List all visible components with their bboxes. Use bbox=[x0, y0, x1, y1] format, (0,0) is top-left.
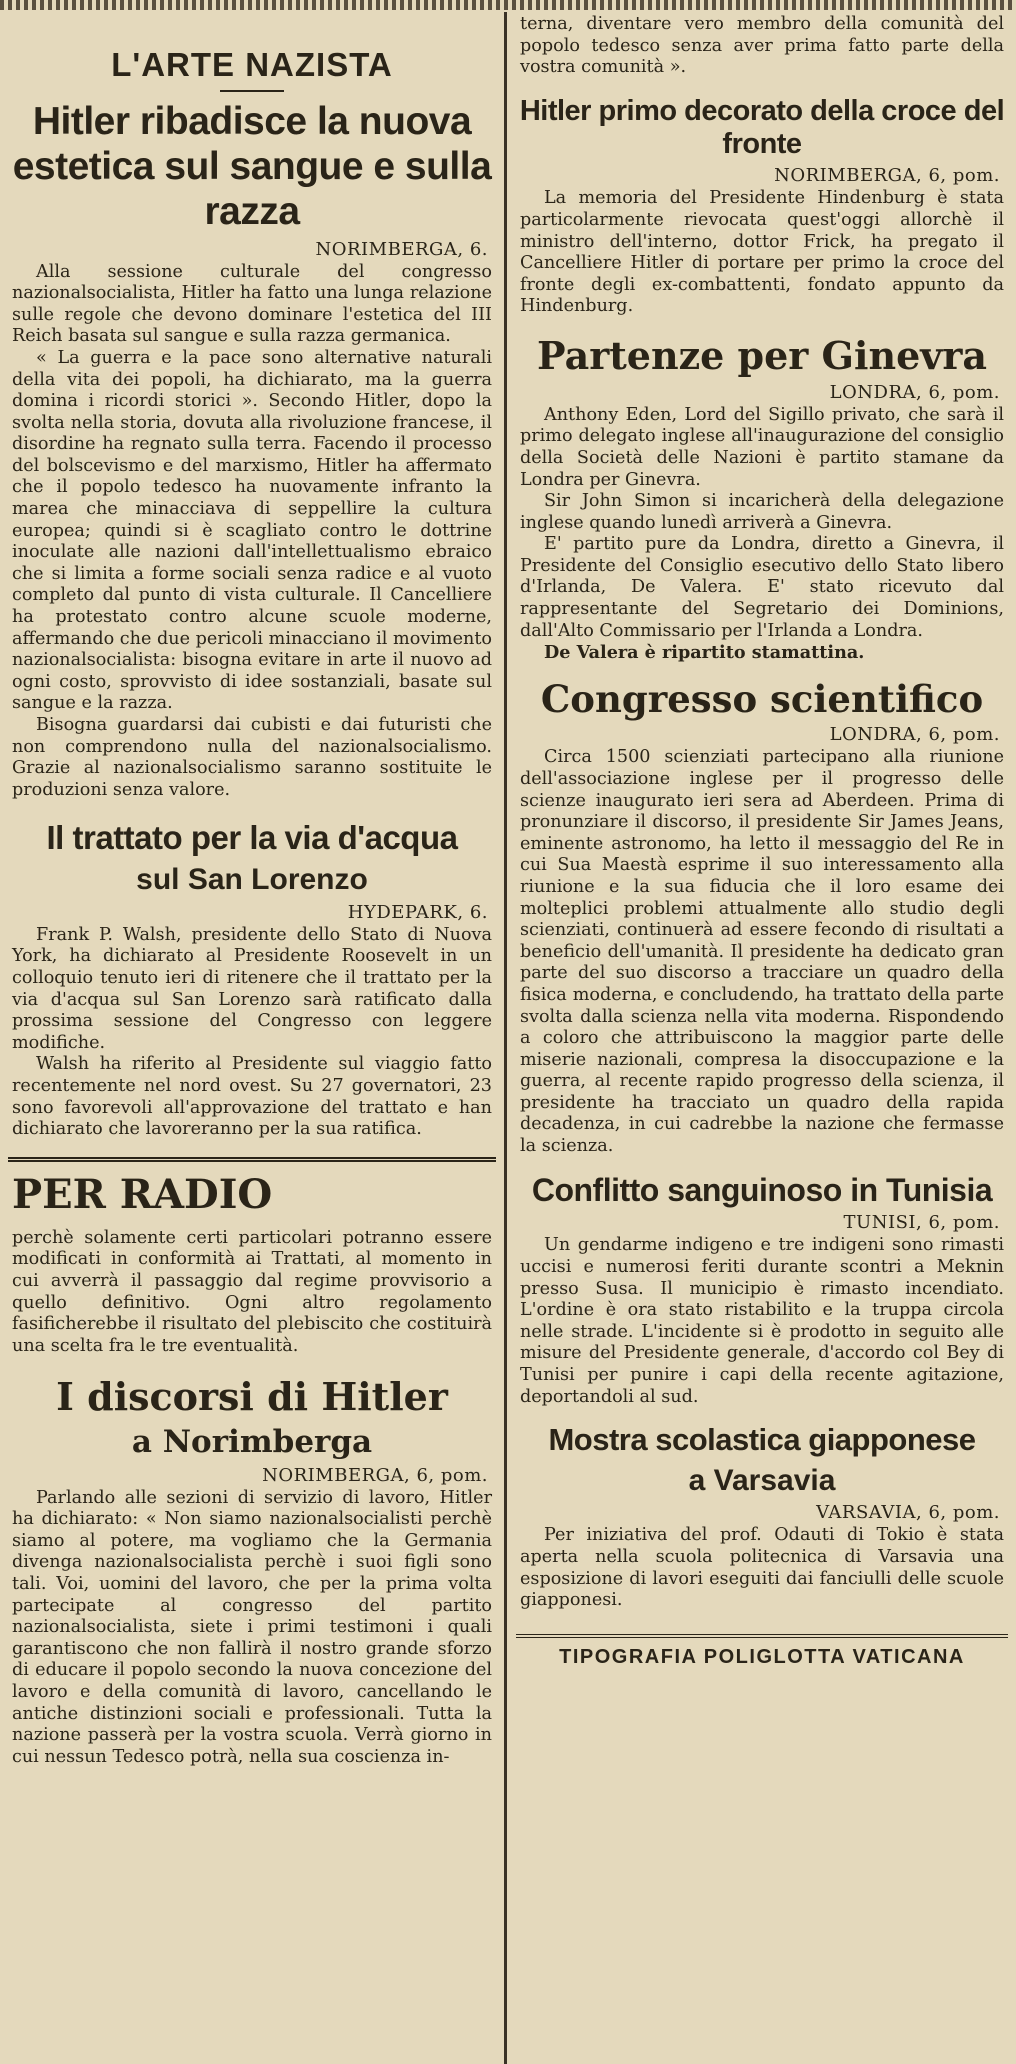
headline: Congresso scientifico bbox=[540, 676, 984, 721]
paragraph: Un gendarme indigeno e tre indigeni sono rimasti uccisi e numerosi feriti durante scontri a Meknin presso Susa. Il municipio è rimasto incendiato. L'ordine è ora stato ristabilito e la truppa circola nelle strade. L'incidente si è prodotto in seguito alle misure del Presidente generale, d'accordo col Bey di Tunisi per punire i capi della recente agitazione, deportandoli al sud. bbox=[520, 1235, 1004, 1407]
left-column bbox=[8, 14, 496, 1768]
dateline: VARSAVIA, 6, pom. bbox=[816, 1502, 1000, 1524]
article-tunisia bbox=[516, 1172, 1008, 1409]
subheadline: sul San Lorenzo bbox=[136, 863, 368, 897]
paragraph: perchè solamente certi particolari potranno essere modificati in conformità ai Trattati, al momento in cui avverrà il passaggio dal regime provvisorio a quello definitivo. Ogni altro regolamento fasificherebbe il risultato del plebiscito che costituirà una scelta fra le tre eventualità. bbox=[12, 1227, 492, 1356]
short-rule bbox=[220, 90, 284, 92]
subheadline: a Varsavia bbox=[688, 1463, 836, 1497]
article-san-lorenzo bbox=[8, 819, 496, 1140]
headline: I discorsi di Hitler bbox=[56, 1374, 448, 1420]
article-congresso-scientifico bbox=[516, 678, 1008, 1158]
continued-paragraph: terna, diventare vero membro della comunità del popolo tedesco senza aver prima fatto parte della vostra comunità ». bbox=[520, 14, 1004, 78]
dateline: NORIMBERGA, 6, pom. bbox=[774, 165, 1000, 187]
section-rubric: L'ARTE NAZISTA bbox=[111, 46, 393, 83]
printer-imprint: TIPOGRAFIA POLIGLOTTA VATICANA bbox=[516, 1634, 1008, 1669]
section-separator bbox=[8, 1157, 496, 1162]
paragraph: Sir John Simon si incaricherà della delegazione inglese quando lunedì arriverà a Ginevra. bbox=[520, 491, 1004, 533]
paragraph: De Valera è ripartito stamattina. bbox=[544, 642, 865, 664]
paragraph: E' partito pure da Londra, diretto a Ginevra, il Presidente del Consiglio esecutivo dello Stato libero d'Irlanda, De Valera. E' stato ricevuto dal rappresentante del Segretario dei Dominions, dall'Alto Commissario per l'Irlanda a Londra. bbox=[520, 534, 1004, 641]
top-border bbox=[0, 0, 1016, 10]
paragraph: Frank P. Walsh, presidente dello Stato di Nuova York, ha dichiarato al Presidente Roosevelt in un colloquio tenuto ieri di ritenere che il trattato per la via d'acqua sul San Lorenzo sarà ratificato dalla prossima sessione del Congresso con leggere modifiche. bbox=[12, 924, 492, 1053]
headline: Il trattato per la via d'acqua bbox=[46, 819, 458, 857]
right-column bbox=[516, 14, 1008, 1669]
headline: Conflitto sanguinoso in Tunisia bbox=[531, 1171, 993, 1208]
column-divider bbox=[504, 12, 507, 2064]
article-partenze-ginevra bbox=[516, 334, 1008, 664]
dateline: NORIMBERGA, 6, pom. bbox=[262, 1464, 488, 1486]
subheadline: a Norimberga bbox=[131, 1424, 373, 1460]
paragraph: Parlando alle sezioni di servizio di lavoro, Hitler ha dichiarato: « Non siamo nazionalsocialisti perchè siamo al potere, ma vogliamo che la Germania divenga nazionalsocialista perchè i suoi figli sono tali. Voi, uomini del lavoro, che per la prima volta partecipate al congresso del partito nazionalsocialista, siete i primi testimoni i quali garantiscono che non fallirà il nostro grande sforzo di educare il popolo secondo la nuova concezione del lavoro e della comunità di lavoro, cancellando le antiche distinzioni sociali e professionali. Tutta la nazione passerà per la vostra scuola. Verrà giorno in cui nessun Tedesco potrà, nella sua coscienza in- bbox=[12, 1487, 492, 1767]
dateline: LONDRA, 6, pom. bbox=[829, 724, 1000, 746]
headline: Mostra scolastica giapponese bbox=[548, 1422, 976, 1458]
dateline: TUNISI, 6, pom. bbox=[843, 1212, 1000, 1234]
paragraph: Circa 1500 scienziati partecipano alla riunione dell'associazione inglese per il progresso delle scienze inaugurato ieri sera ad Aberdeen. Prima di pronunziare il discorso, il presidente Sir James Jeans, eminente astronomo, ha letto il messaggio del Re in cui Sua Maestà esprime il suo interessamento alla riunione e la sua fiducia che il loro esame dei molteplici problemi attualmente allo studio degli scienziati, continuerà ad essere fecondo di risultati a beneficio dell'umanità. Il presidente ha dedicato gran parte del suo discorso a tracciare un quadro della fisica moderna, e concludendo, ha trattato della parte svolta dalla scienza nella vita moderna. Rispondendo a coloro che attribuiscono la maggior parte delle miserie nazionali, compresa la disoccupazione e la guerra, al recente rapido progresso della scienza, il presidente ha tracciato un quadro della rapida decadenza, in cui cadrebbe la nazione che fermasse la scienza. bbox=[520, 747, 1004, 1157]
headline: Hitler ribadisce la nuova estetica sul sangue e sulla razza bbox=[12, 100, 492, 233]
paragraph: Per iniziativa del prof. Odauti di Tokio è stata aperta nella scuola politecnica di Varsavia una esposizione di lavori eseguiti dai fanciulli delle scuole giapponesi. bbox=[520, 1525, 1004, 1611]
article-arte-nazista bbox=[8, 46, 496, 801]
paragraph: Walsh ha riferito al Presidente sul viaggio fatto recentemente nel nord ovest. Su 27 governatori, 23 sono favorevoli all'approvazione del trattato e han dichiarato che lavoreranno per la sua ratifica. bbox=[12, 1054, 492, 1140]
paragraph: Anthony Eden, Lord del Sigillo privato, che sarà il primo delegato inglese all'inaugurazione del consiglio della Società delle Nazioni è partito stamane da Londra per Ginevra. bbox=[520, 404, 1004, 490]
article-per-radio bbox=[8, 1172, 496, 1358]
article-croce-fronte bbox=[516, 95, 1008, 318]
article-discorsi-hitler bbox=[8, 1375, 496, 1768]
headline: PER RADIO bbox=[12, 1170, 273, 1218]
dateline: HYDEPARK, 6. bbox=[347, 901, 488, 923]
headline: Partenze per Ginevra bbox=[537, 333, 987, 379]
paragraph: Alla sessione culturale del congresso nazionalsocialista, Hitler ha fatto una lunga relazione sulle regole che devono dominare l'estetica del III Reich basata sul sangue e sulla razza germanica. bbox=[12, 261, 492, 347]
article-mostra-giapponese bbox=[516, 1422, 1008, 1612]
paragraph: Bisogna guardarsi dai cubisti e dai futuristi che non comprendono nulla del nazionalsocialismo. Grazie al nazionalsocialismo saranno sostituite le produzioni senza valore. bbox=[12, 715, 492, 800]
paragraph: La memoria del Presidente Hindenburg è stata particolarmente rievocata quest'oggi allorchè il ministro dell'interno, dottor Frick, ha pregato il Cancelliere Hitler di portare per primo la croce del fronte degli ex-combattenti, fondato appunto da Hindenburg. bbox=[520, 188, 1004, 317]
paragraph: « La guerra e la pace sono alternative naturali della vita dei popoli, ha dichiarato, ma la guerra domina i ricordi storici ». Secondo Hitler, dopo la svolta nella storia, dovuta alla rivoluzione francese, il disordine ha regnato sulla terra. Facendo il processo del bolscevismo e del marxismo, Hitler ha affermato che il popolo tedesco ha nuovamente infranto la marea che minacciava di seppellire la cultura europea; quindi si è scagliato contro le dottrine inoculate alle nazioni dall'intellettualismo ebraico che si limita a forme sociali senza radice e al vuoto completo dal punto di vista culturale. Il Cancelliere ha protestato contro alcune scuole moderne, affermando che due pericoli minacciano il movimento nazionalsocialista: bisogna evitare in arte il nuovo ad ogni costo, sprovvisto di idee sostanziali, basate sul sangue e la razza. bbox=[12, 347, 492, 714]
headline: Hitler primo decorato della croce del fronte bbox=[519, 94, 1005, 161]
dateline: NORIMBERGA, 6. bbox=[315, 238, 488, 260]
dateline: LONDRA, 6, pom. bbox=[829, 381, 1000, 403]
